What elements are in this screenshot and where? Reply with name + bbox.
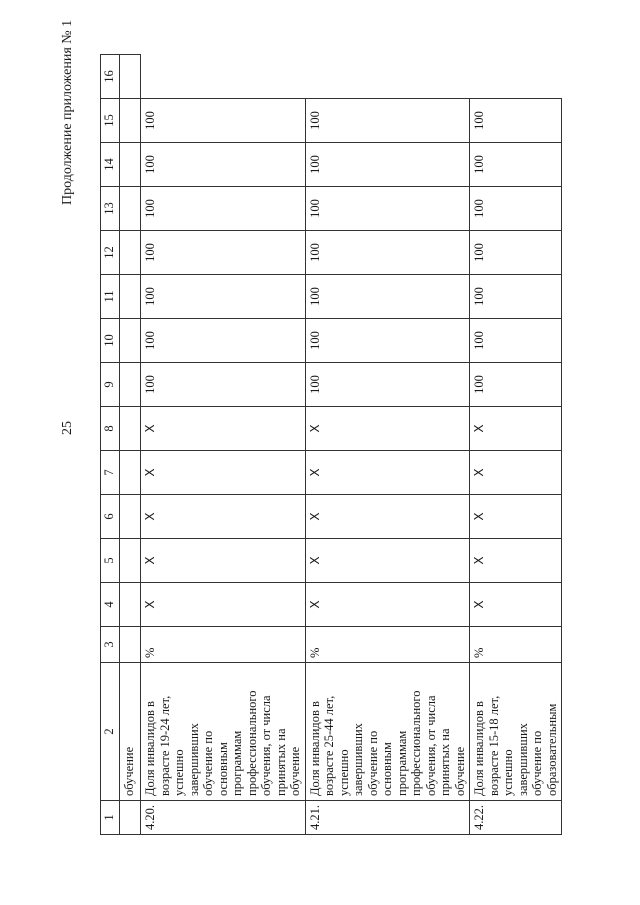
column-number: 11 bbox=[101, 275, 120, 319]
indicator-name: обучение bbox=[120, 663, 141, 801]
value-cell: 100 bbox=[470, 363, 562, 407]
column-number: 1 bbox=[101, 801, 120, 835]
value-cell: 100 bbox=[305, 319, 470, 363]
not-applicable-mark: X bbox=[141, 407, 306, 451]
indicator-table bbox=[100, 54, 562, 835]
column-number: 7 bbox=[101, 451, 120, 495]
not-applicable-mark: X bbox=[470, 407, 562, 451]
row-number: 4.21. bbox=[305, 801, 470, 835]
column-number: 14 bbox=[101, 143, 120, 187]
indicator-name: Доля инвалидов в возрасте 25-44 лет, успешно завершивших обучение по основным программам профессионального обучения, от числа принятых на обучение bbox=[305, 663, 470, 801]
not-applicable-mark: X bbox=[141, 495, 306, 539]
unit: % bbox=[470, 627, 562, 663]
table-row-4-20 bbox=[141, 55, 306, 835]
value-cell: 100 bbox=[141, 187, 306, 231]
column-number: 8 bbox=[101, 407, 120, 451]
not-applicable-mark: X bbox=[141, 583, 306, 627]
value-cell: 100 bbox=[141, 363, 306, 407]
indicator-name: Доля инвалидов в возрасте 15-18 лет, успешно завершивших обучение по образовательным bbox=[470, 663, 562, 801]
column-number: 2 bbox=[101, 663, 120, 801]
not-applicable-mark: X bbox=[305, 583, 470, 627]
continuation-label: Продолжение приложения № 1 bbox=[60, 19, 75, 205]
column-number: 12 bbox=[101, 231, 120, 275]
table-row-4-22 bbox=[470, 55, 562, 835]
row-number: 4.22. bbox=[470, 801, 562, 835]
table-row-4-21 bbox=[305, 55, 470, 835]
unit: % bbox=[305, 627, 470, 663]
column-number: 15 bbox=[101, 99, 120, 143]
column-number: 16 bbox=[101, 55, 120, 99]
row-number-cell bbox=[120, 801, 141, 835]
value-cell: 100 bbox=[305, 187, 470, 231]
column-number: 13 bbox=[101, 187, 120, 231]
unit: % bbox=[141, 627, 306, 663]
value-cell: 100 bbox=[305, 275, 470, 319]
value-cell: 100 bbox=[141, 319, 306, 363]
column-number: 5 bbox=[101, 539, 120, 583]
not-applicable-mark: X bbox=[141, 539, 306, 583]
column-number: 6 bbox=[101, 495, 120, 539]
not-applicable-mark: X bbox=[470, 451, 562, 495]
column-number: 3 bbox=[101, 627, 120, 663]
value-cell: 100 bbox=[470, 231, 562, 275]
value-cell: 100 bbox=[305, 363, 470, 407]
value-cell: 100 bbox=[141, 99, 306, 143]
value-cell: 100 bbox=[305, 143, 470, 187]
not-applicable-mark: X bbox=[305, 539, 470, 583]
not-applicable-mark: X bbox=[470, 495, 562, 539]
column-number: 9 bbox=[101, 363, 120, 407]
value-cell: 100 bbox=[305, 99, 470, 143]
indicator-name: Доля инвалидов в возрасте 19-24 лет, успешно завершивших обучение по основным программам профессионального обучения, от числа принятых на обучение bbox=[141, 663, 306, 801]
not-applicable-mark: X bbox=[470, 539, 562, 583]
not-applicable-mark: X bbox=[470, 583, 562, 627]
continued-row bbox=[120, 55, 141, 835]
not-applicable-mark: X bbox=[305, 407, 470, 451]
value-cell: 100 bbox=[470, 143, 562, 187]
value-cell: 100 bbox=[470, 99, 562, 143]
column-number: 4 bbox=[101, 583, 120, 627]
column-number-row bbox=[101, 55, 120, 835]
not-applicable-mark: X bbox=[305, 495, 470, 539]
value-cell: 100 bbox=[470, 275, 562, 319]
page-number: 25 bbox=[60, 421, 75, 435]
value-cell: 100 bbox=[141, 231, 306, 275]
row-number: 4.20. bbox=[141, 801, 306, 835]
column-number: 10 bbox=[101, 319, 120, 363]
value-cell: 100 bbox=[305, 231, 470, 275]
value-cell: 100 bbox=[470, 187, 562, 231]
not-applicable-mark: X bbox=[141, 451, 306, 495]
value-cell: 100 bbox=[470, 319, 562, 363]
not-applicable-mark: X bbox=[305, 451, 470, 495]
value-cell: 100 bbox=[141, 275, 306, 319]
value-cell: 100 bbox=[141, 143, 306, 187]
